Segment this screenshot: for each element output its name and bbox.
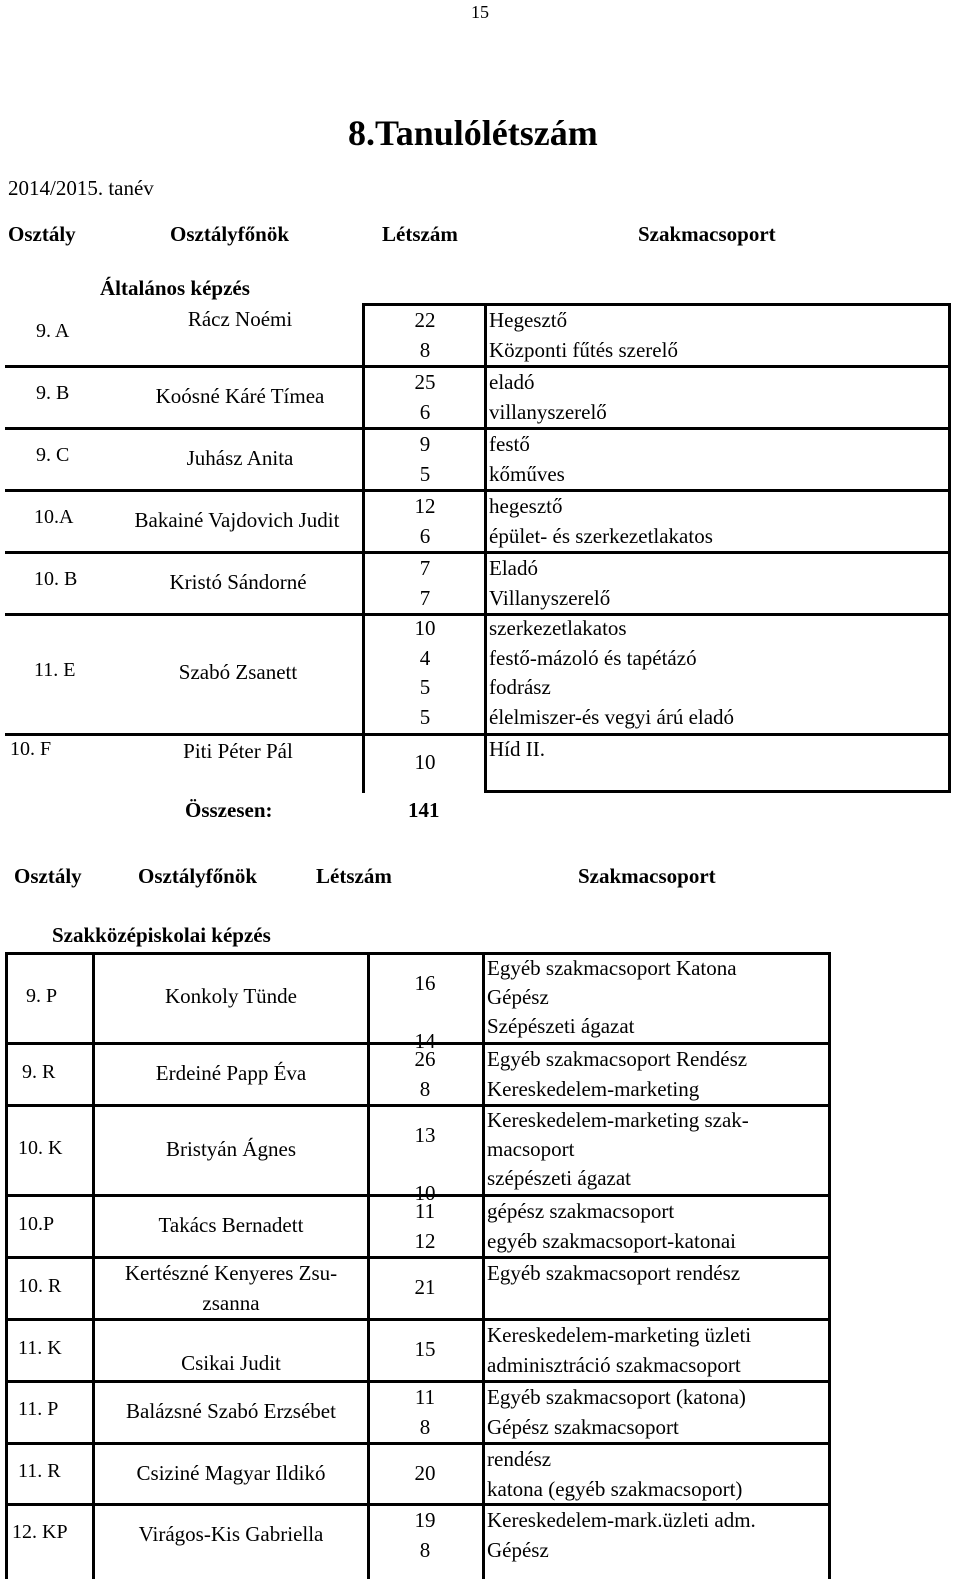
group: adminisztráció szakmacsoport <box>487 1353 741 1377</box>
group: kőműves <box>489 462 565 486</box>
class-name: 9. A <box>36 320 70 342</box>
count-cell <box>390 747 460 777</box>
section-label-vocational: Szakközépiskolai képzés <box>52 923 271 947</box>
group: Egyéb szakmacsoport Katona <box>487 956 737 980</box>
teacher-name: Csikai Judit <box>181 1351 281 1375</box>
count: 7 <box>419 586 431 610</box>
group: eladó <box>489 370 535 394</box>
group: Egyéb szakmacsoport Rendész <box>487 1047 748 1071</box>
count-cell <box>390 367 460 427</box>
group-cell <box>489 553 610 613</box>
class-name: 10.P <box>18 1213 55 1235</box>
count-cell <box>390 1044 460 1104</box>
count: 21 <box>414 1275 436 1299</box>
section-label-general: Általános képzés <box>100 276 250 300</box>
class-name: 10. B <box>34 568 78 590</box>
teacher-name: Virágos-Kis Gabriella <box>138 1522 324 1546</box>
page-title: 8.Tanulólétszám <box>348 113 598 153</box>
total-label: Összesen: <box>185 798 273 822</box>
group: Gépész <box>487 985 549 1009</box>
count-cell <box>390 491 460 551</box>
count: 11 <box>414 1199 436 1223</box>
class-name: 11. P <box>18 1398 59 1420</box>
group: Egyéb szakmacsoport (katona) <box>487 1385 746 1409</box>
count: 9 <box>419 432 431 456</box>
count: 26 <box>414 1047 436 1071</box>
group-cell <box>487 1196 736 1256</box>
class-name: 9. B <box>36 382 70 404</box>
group: Kereskedelem-marketing szak- <box>487 1108 749 1132</box>
teacher-name <box>96 1258 366 1318</box>
page-number: 15 <box>471 2 489 22</box>
header-count: Létszám <box>316 864 392 888</box>
group: katona (egyéb szakmacsoport) <box>487 1477 743 1501</box>
teacher-name: Csiziné Magyar Ildikó <box>136 1461 326 1485</box>
teacher-name: Erdeiné Papp Éva <box>155 1061 307 1085</box>
class-name: 10. R <box>18 1275 62 1297</box>
group-cell <box>487 1444 742 1504</box>
count: 5 <box>419 675 431 699</box>
class-name: 9. C <box>36 444 70 466</box>
total-value: 141 <box>408 798 440 822</box>
count: 8 <box>419 1538 431 1562</box>
class-name: 10. F <box>10 738 52 760</box>
group: Gépész szakmacsoport <box>487 1415 679 1439</box>
teacher-name: Takács Bernadett <box>158 1213 304 1237</box>
group-cell <box>487 1258 740 1288</box>
header-class: Osztály <box>8 222 76 246</box>
count: 10 <box>414 750 436 774</box>
count: 10 <box>414 616 436 640</box>
count-cell <box>390 305 460 365</box>
group: macsoport <box>487 1137 575 1161</box>
count-cell <box>390 1196 460 1256</box>
count: 8 <box>419 1415 431 1439</box>
count: 13 <box>414 1123 436 1147</box>
count: 7 <box>419 556 431 580</box>
group-cell <box>489 367 607 427</box>
teacher-name: Piti Péter Pál <box>183 739 293 763</box>
count: 25 <box>414 370 436 394</box>
group: gépész szakmacsoport <box>487 1199 675 1223</box>
count: 19 <box>414 1508 436 1532</box>
class-name: 9. P <box>26 985 58 1007</box>
group-cell <box>487 1382 746 1442</box>
group: fodrász <box>489 675 551 699</box>
teacher-name-line: Kertészné Kenyeres Zsu- <box>124 1261 338 1285</box>
class-name: 12. KP <box>12 1521 68 1543</box>
class-name: 9. R <box>22 1061 56 1083</box>
school-year: 2014/2015. tanév <box>8 176 154 200</box>
class-name: 11. K <box>18 1337 62 1359</box>
header-group: Szakmacsoport <box>638 222 776 246</box>
count-cell <box>390 429 460 489</box>
group: Gépész <box>487 1538 549 1562</box>
group: Kereskedelem-mark.üzleti adm. <box>487 1508 756 1532</box>
teacher-name: Konkoly Tünde <box>164 984 298 1008</box>
count: 5 <box>419 704 431 729</box>
group: Központi fűtés szerelő <box>489 338 678 362</box>
group: hegesztő <box>489 494 563 518</box>
group: Egyéb szakmacsoport rendész <box>487 1261 741 1285</box>
group: festő <box>489 432 530 456</box>
count: 10 <box>414 1181 436 1205</box>
group: villanyszerelő <box>489 400 607 424</box>
count: 14 <box>414 1029 436 1053</box>
group: Hegesztő <box>489 308 568 332</box>
group: szerkezetlakatos <box>489 616 627 640</box>
class-name: 11. R <box>18 1460 61 1482</box>
group-cell <box>489 614 734 732</box>
count: 5 <box>419 462 431 486</box>
count: 15 <box>414 1337 436 1361</box>
group-cell <box>487 1320 751 1380</box>
group-cell <box>489 429 565 489</box>
count-cell <box>390 1334 460 1364</box>
group: épület- és szerkezetlakatos <box>489 524 713 548</box>
count: 20 <box>414 1461 436 1485</box>
header-teacher: Osztályfőnök <box>138 864 258 888</box>
group: élelmiszer-és vegyi árú eladó <box>489 704 735 729</box>
teacher-name: Szabó Zsanett <box>178 660 298 684</box>
header-teacher: Osztályfőnök <box>170 222 290 246</box>
count-cell <box>390 1458 460 1488</box>
group: rendész <box>487 1447 552 1471</box>
group-cell <box>489 491 713 551</box>
group-cell <box>487 954 737 1041</box>
count: 8 <box>419 1077 431 1101</box>
header-class: Osztály <box>14 864 82 888</box>
group: Szépészeti ágazat <box>487 1014 635 1038</box>
class-name: 10.A <box>34 506 74 528</box>
count: 11 <box>414 1385 436 1409</box>
class-name: 11. E <box>34 659 76 681</box>
group: Villanyszerelő <box>489 586 611 610</box>
count: 16 <box>414 971 436 995</box>
group: Eladó <box>489 556 538 580</box>
group: Híd II. <box>489 737 545 761</box>
count-cell <box>390 1505 460 1565</box>
count: 6 <box>419 400 431 424</box>
teacher-name: Kristó Sándorné <box>169 570 307 594</box>
group-cell <box>487 1044 747 1104</box>
group: egyéb szakmacsoport-katonai <box>487 1229 736 1253</box>
teacher-name: Rácz Noémi <box>187 307 293 331</box>
header-group: Szakmacsoport <box>578 864 716 888</box>
count-cell <box>390 1382 460 1442</box>
class-name: 10. K <box>18 1137 63 1159</box>
count-cell <box>390 614 460 732</box>
count: 12 <box>414 494 436 518</box>
teacher-name-line: zsanna <box>202 1291 260 1315</box>
group-cell <box>487 1505 756 1565</box>
count: 4 <box>419 645 431 670</box>
count-cell <box>390 1272 460 1302</box>
header-count: Létszám <box>382 222 458 246</box>
count: 12 <box>414 1229 436 1253</box>
count: 22 <box>414 308 436 332</box>
group-cell <box>487 1106 749 1193</box>
group: szépészeti ágazat <box>487 1166 631 1190</box>
teacher-name: Balázsné Szabó Erzsébet <box>126 1399 336 1423</box>
teacher-name: Bristyán Ágnes <box>165 1137 297 1161</box>
group: Kereskedelem-marketing <box>487 1077 700 1101</box>
count: 8 <box>419 338 431 362</box>
teacher-name: Juhász Anita <box>186 446 294 470</box>
count-cell <box>390 553 460 613</box>
teacher-name: Koósné Káré Tímea <box>155 384 325 408</box>
group: Kereskedelem-marketing üzleti <box>487 1323 752 1347</box>
group: festő-mázoló és tapétázó <box>489 645 697 670</box>
count: 6 <box>419 524 431 548</box>
teacher-name: Bakainé Vajdovich Judit <box>134 508 340 532</box>
group-cell <box>489 305 678 365</box>
group-cell <box>489 734 545 764</box>
